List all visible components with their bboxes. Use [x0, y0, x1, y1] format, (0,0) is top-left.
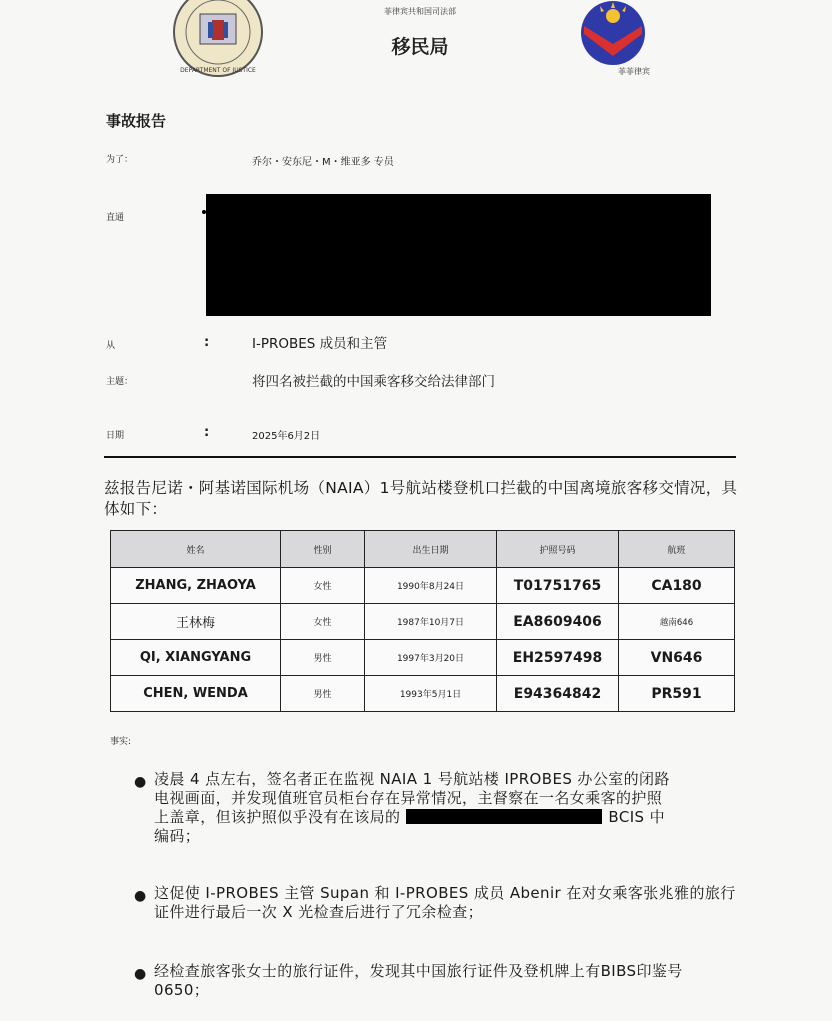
subject-value: 将四名被拦截的中国乘客移交给法律部门: [252, 374, 495, 390]
from-label: 从: [106, 341, 116, 351]
date-colon: :: [204, 425, 210, 440]
cell-passport: E94364842: [497, 676, 619, 712]
header-sex: 性别: [281, 531, 365, 568]
from-value: I-PROBES 成员和主管: [252, 336, 388, 352]
cell-passport: EH2597498: [497, 640, 619, 676]
thru-label: 直通: [106, 213, 125, 223]
fact-line: 0650；: [154, 981, 210, 999]
cell-sex: 女性: [281, 604, 365, 640]
cell-sex: 女性: [281, 568, 365, 604]
fact-text: BCIS 中: [608, 808, 666, 826]
cell-flight: PR591: [619, 676, 735, 712]
bi-logo: [580, 0, 646, 66]
bullet-icon: ●: [134, 888, 147, 904]
cell-dob: 1987年10月7日: [365, 604, 497, 640]
cell-name: CHEN, WENDA: [111, 676, 281, 712]
header-name: 姓名: [111, 531, 281, 568]
inline-redaction: [406, 809, 602, 824]
fact-text: 上盖章，但该护照似乎没有在该局的: [154, 808, 401, 826]
intro-paragraph: 兹报告尼诺・阿基诺国际机场（NAIA）1号航站楼登机口拦截的中国离境旅客移交情况，具体如下：: [104, 479, 738, 518]
header-passport: 护照号码: [497, 531, 619, 568]
redacted-block: [206, 194, 711, 316]
table-row: [111, 640, 735, 676]
subject-label: 主题：: [106, 377, 134, 387]
table-row: [111, 604, 735, 640]
facts-label: 事实:: [110, 737, 132, 747]
table-row: [111, 676, 735, 712]
cell-flight: 越南646: [619, 604, 735, 640]
fact-line: 经检查旅客张女士的旅行证件，发现其中国旅行证件及登机牌上有BIBS印鉴号: [154, 962, 683, 980]
report-title: 事故报告: [106, 112, 167, 130]
cell-flight: CA180: [619, 568, 735, 604]
fact-line: 这促使 I-PROBES 主管 Supan 和 I-PROBES 成员 Abenir 在对女乘客张兆雅的旅行: [154, 884, 736, 902]
fact-item: [154, 884, 774, 922]
passenger-table: [110, 530, 735, 712]
agency-name: 移民局: [391, 36, 449, 58]
fact-line: 编码；: [154, 827, 201, 845]
fact-line-redacted: [154, 808, 754, 827]
bullet-icon: ●: [134, 966, 147, 982]
date-value: 2025年6月2日: [252, 431, 321, 442]
divider: [104, 456, 736, 458]
fact-item: [154, 962, 774, 1000]
fact-item: [154, 770, 754, 846]
seal-text: DEPARTMENT OF JUSTICE: [180, 67, 256, 74]
fact-line: 电视画面，并发现值班官员柜台存在异常情况，主督察在一名女乘客的护照: [154, 789, 663, 807]
from-colon: :: [204, 335, 210, 350]
logo-caption: 菲菲律宾: [618, 67, 650, 76]
cell-dob: 1997年3月20日: [365, 640, 497, 676]
cell-name: ZHANG, ZHAOYA: [111, 568, 281, 604]
table-row: [111, 568, 735, 604]
bullet-icon: ●: [134, 774, 147, 790]
table-header-row: [111, 531, 735, 568]
cell-sex: 男性: [281, 640, 365, 676]
header-dob: 出生日期: [365, 531, 497, 568]
cell-dob: 1993年5月1日: [365, 676, 497, 712]
department-name: 菲律宾共和国司法部: [384, 7, 456, 16]
header-flight: 航班: [619, 531, 735, 568]
fact-line: 凌晨 4 点左右，签名者正在监视 NAIA 1 号航站楼 IPROBES 办公室的闭路: [154, 770, 670, 788]
to-value: 乔尔・安东尼・M・维亚多 专员: [252, 157, 394, 168]
date-label: 日期: [106, 431, 125, 441]
fact-line: 证件进行最后一次 X 光检查后进行了冗余检查；: [154, 903, 484, 921]
cell-passport: T01751765: [497, 568, 619, 604]
cell-name: QI, XIANGYANG: [111, 640, 281, 676]
cell-name: 王林梅: [111, 604, 281, 640]
cell-sex: 男性: [281, 676, 365, 712]
cell-dob: 1990年8月24日: [365, 568, 497, 604]
doj-seal-logo: [172, 0, 264, 80]
to-label: 为了：: [106, 155, 134, 165]
cell-flight: VN646: [619, 640, 735, 676]
cell-passport: EA8609406: [497, 604, 619, 640]
